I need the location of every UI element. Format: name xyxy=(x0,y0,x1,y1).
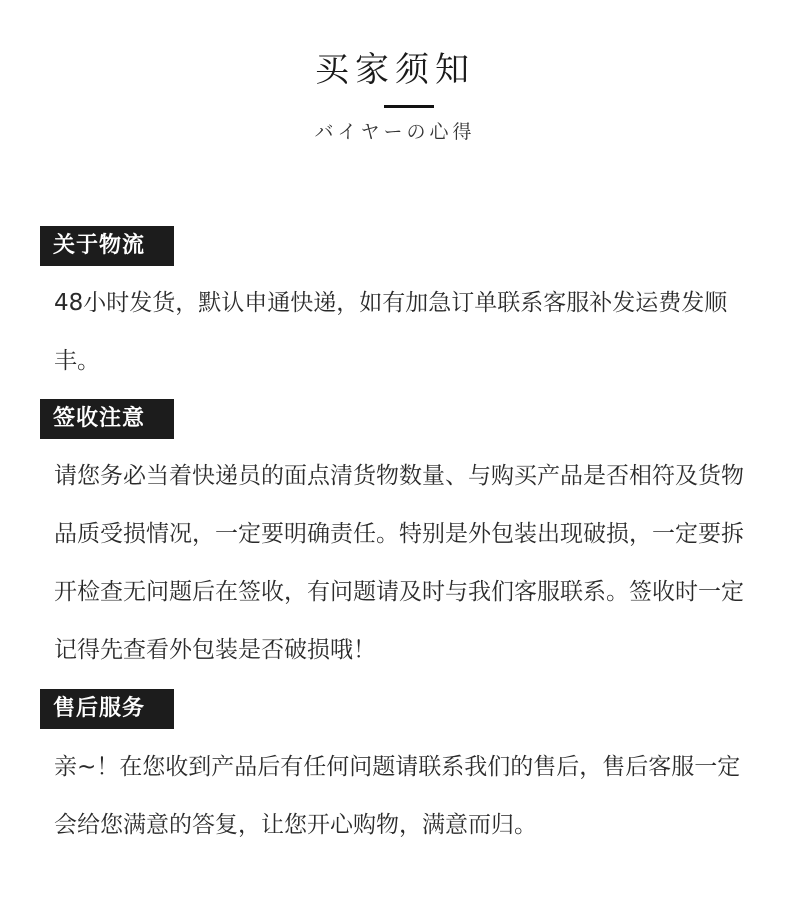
section-heading-after-sales: 售后服务 xyxy=(40,689,174,729)
title-underline xyxy=(384,105,434,108)
section-body-signing: 请您务必当着快递员的面点清货物数量、与购买产品是否相符及货物品质受损情况，一定要明确责任。特别是外包装出现破损，一定要拆开检查无问题后在签收，有问题请及时与我们客服联系。签收时一定记得先查看外包装是否破损哦！ xyxy=(54,463,744,663)
section-body-after-sales: 亲~！在您收到产品后有任何问题请联系我们的售后，售后客服一定会给您满意的答复，让您开心购物，满意而归。 xyxy=(54,754,741,838)
section-body-logistics: 48小时发货，默认申通快递，如有加急订单联系客服补发运费发顺丰。 xyxy=(54,290,728,374)
page-subtitle: バイヤーの心得 xyxy=(314,121,476,143)
page-title: 买家须知 xyxy=(315,50,475,90)
section-heading-signing: 签收注意 xyxy=(40,399,174,439)
section-heading-logistics: 关于物流 xyxy=(40,226,174,266)
